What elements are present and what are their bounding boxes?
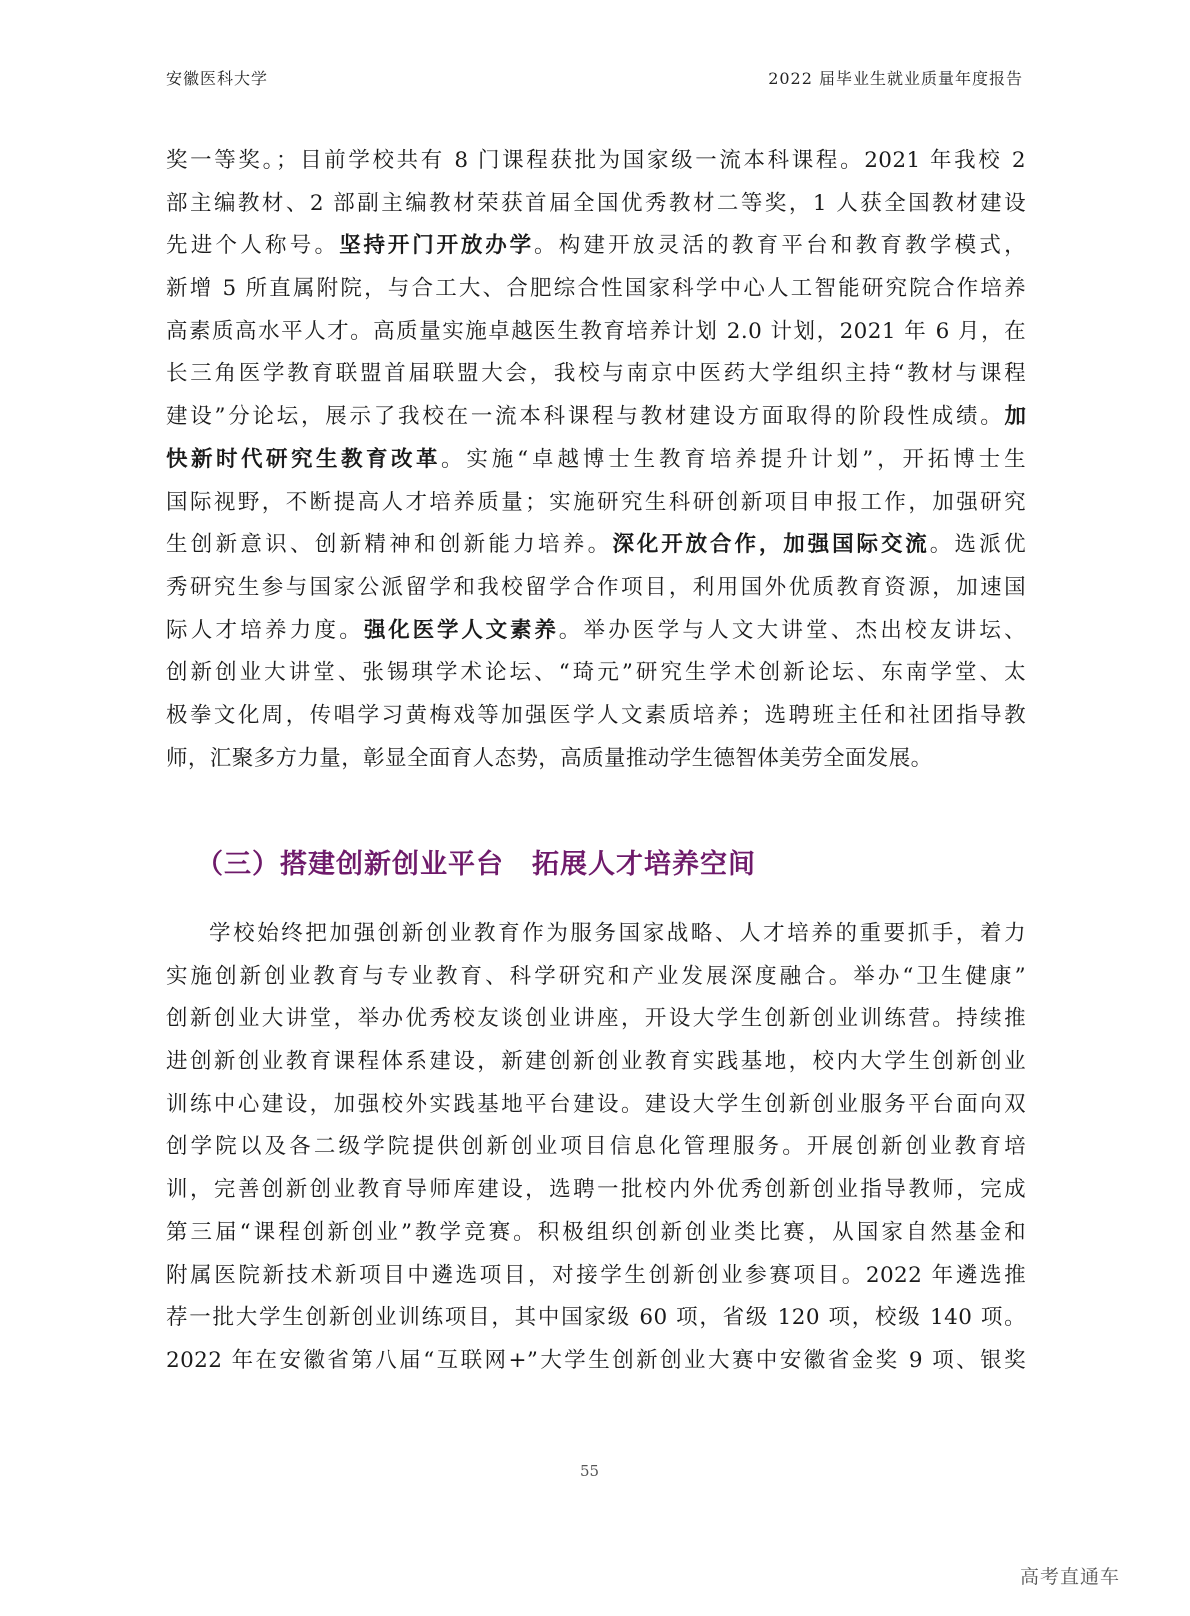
text-line — [166, 1297, 1026, 1340]
text-line — [166, 1169, 1026, 1212]
header-institution: 安徽医科大学 — [166, 69, 269, 88]
text-segment: 。举办医学与人文大讲堂、杰出校友讲坛、 — [558, 617, 1026, 643]
text-segment: 进创新创业教育课程体系建设，新建创新创业教育实践基地，校内大学生创新创业 — [166, 1049, 1026, 1075]
page-number: 55 — [580, 1462, 600, 1480]
text-segment: 。实施“卓越博士生教育培养提升计划”，开拓博士生 — [440, 446, 1026, 472]
text-segment: 创学院以及各二级学院提供创新创业项目信息化管理服务。开展创新创业教育培 — [166, 1134, 1026, 1160]
text-segment: 高素质高水平人才。高质量实施卓越医生教育培养计划 2.0 计划，2021 年 6 月，在 — [166, 318, 1026, 344]
header-report-title: 2022 届毕业生就业质量年度报告 — [768, 69, 1023, 88]
text-line — [166, 1255, 1026, 1298]
text-segment: 附属医院新技术新项目中遴选项目，对接学生创新创业参赛项目。2022 年遴选推 — [166, 1262, 1026, 1288]
text-segment: 长三角医学教育联盟首届联盟大会，我校与南京中医药大学组织主持“教材与课程 — [166, 361, 1026, 387]
text-segment: 奖一等奖。；目前学校共有 8 门课程获批为国家级一流本科课程。2021 年我校 2 — [166, 148, 1026, 173]
text-segment: 际人才培养力度。 — [166, 617, 364, 643]
bold-emphasis: 快新时代研究生教育改革 — [166, 446, 441, 472]
bold-emphasis: 深化开放合作，加强国际交流 — [612, 532, 930, 558]
text-line — [166, 439, 1026, 482]
text-line — [166, 140, 1026, 183]
text-segment: 2022 年在安徽省第八届“互联网+”大学生创新创业大赛中安徽省金奖 9 项、银奖 — [166, 1347, 1026, 1373]
text-line — [166, 652, 1026, 695]
text-segment: 秀研究生参与国家公派留学和我校留学合作项目，利用国外优质教育资源，加速国 — [166, 574, 1026, 600]
text-line — [166, 268, 1026, 311]
text-segment: 先进个人称号。 — [166, 233, 340, 259]
section-heading: （三）搭建创新创业平台 拓展人才培养空间 — [196, 849, 756, 880]
text-segment: 训，完善创新创业教育导师库建设，选聘一批校内外优秀创新创业指导教师，完成 — [166, 1177, 1026, 1203]
text-segment: 。选派优 — [929, 532, 1026, 558]
text-line — [166, 695, 1026, 738]
bold-emphasis: 强化医学人文素养 — [363, 617, 559, 643]
text-line — [166, 913, 1026, 956]
text-segment: 学校始终把加强创新创业教育作为服务国家战略、人才培养的重要抓手，着力 — [209, 921, 1026, 946]
text-segment: 实施创新创业教育与专业教育、科学研究和产业发展深度融合。举办“卫生健康” — [166, 963, 1026, 989]
text-line — [166, 183, 1026, 226]
text-segment: 训练中心建设，加强校外实践基地平台建设。建设大学生创新创业服务平台面向双 — [166, 1091, 1026, 1117]
text-line — [166, 610, 1026, 653]
text-line — [166, 1340, 1026, 1383]
text-segment: 创新创业大讲堂、张锡琪学术论坛、“琦元”研究生学术创新论坛、东南学堂、太 — [166, 660, 1026, 686]
text-line — [166, 998, 1026, 1041]
page-header — [166, 66, 1023, 96]
text-line — [166, 225, 1026, 268]
text-line — [166, 1212, 1026, 1255]
text-line — [166, 738, 1026, 781]
text-segment: 第三届“课程创新创业”教学竞赛。积极组织创新创业类比赛，从国家自然基金和 — [166, 1219, 1026, 1245]
text-segment: 极拳文化周，传唱学习黄梅戏等加强医学人文素质培养；选聘班主任和社团指导教 — [166, 702, 1026, 728]
text-line — [166, 482, 1026, 525]
watermark: 高考直通车 — [1020, 1566, 1121, 1588]
text-line — [166, 567, 1026, 610]
bold-emphasis: 坚持开门开放办学 — [339, 233, 534, 259]
text-segment: 创新创业大讲堂，举办优秀校友谈创业讲座，开设大学生创新创业训练营。持续推 — [166, 1006, 1026, 1032]
text-segment: 荐一批大学生创新创业训练项目，其中国家级 60 项，省级 120 项，校级 140 项。 — [166, 1305, 1026, 1331]
paragraph-education-reform — [166, 140, 1026, 780]
paragraph-innovation-entrepreneurship — [166, 913, 1026, 1383]
text-line — [166, 1041, 1026, 1084]
text-line — [166, 353, 1026, 396]
text-segment: 师，汇聚多方力量，彰显全面育人态势，高质量推动学生德智体美劳全面发展。 — [166, 745, 933, 771]
text-segment: 建设”分论坛，展示了我校在一流本科课程与教材建设方面取得的阶段性成绩。 — [166, 404, 1005, 430]
text-line — [166, 311, 1026, 354]
text-segment: 生创新意识、创新精神和创新能力培养。 — [166, 532, 613, 558]
text-segment: 。构建开放灵活的教育平台和教育教学模式， — [533, 233, 1026, 259]
text-line — [166, 524, 1026, 567]
text-segment: 部主编教材、2 部副主编教材荣获首届全国优秀教材二等奖，1 人获全国教材建设 — [166, 190, 1026, 216]
text-segment: 国际视野，不断提高人才培养质量；实施研究生科研创新项目申报工作，加强研究 — [166, 489, 1026, 515]
text-line — [166, 956, 1026, 999]
text-line — [166, 1126, 1026, 1169]
text-segment: 新增 5 所直属附院，与合工大、合肥综合性国家科学中心人工智能研究院合作培养 — [166, 276, 1026, 302]
text-line — [166, 1084, 1026, 1127]
text-line — [166, 396, 1026, 439]
bold-emphasis: 加 — [1004, 404, 1026, 430]
